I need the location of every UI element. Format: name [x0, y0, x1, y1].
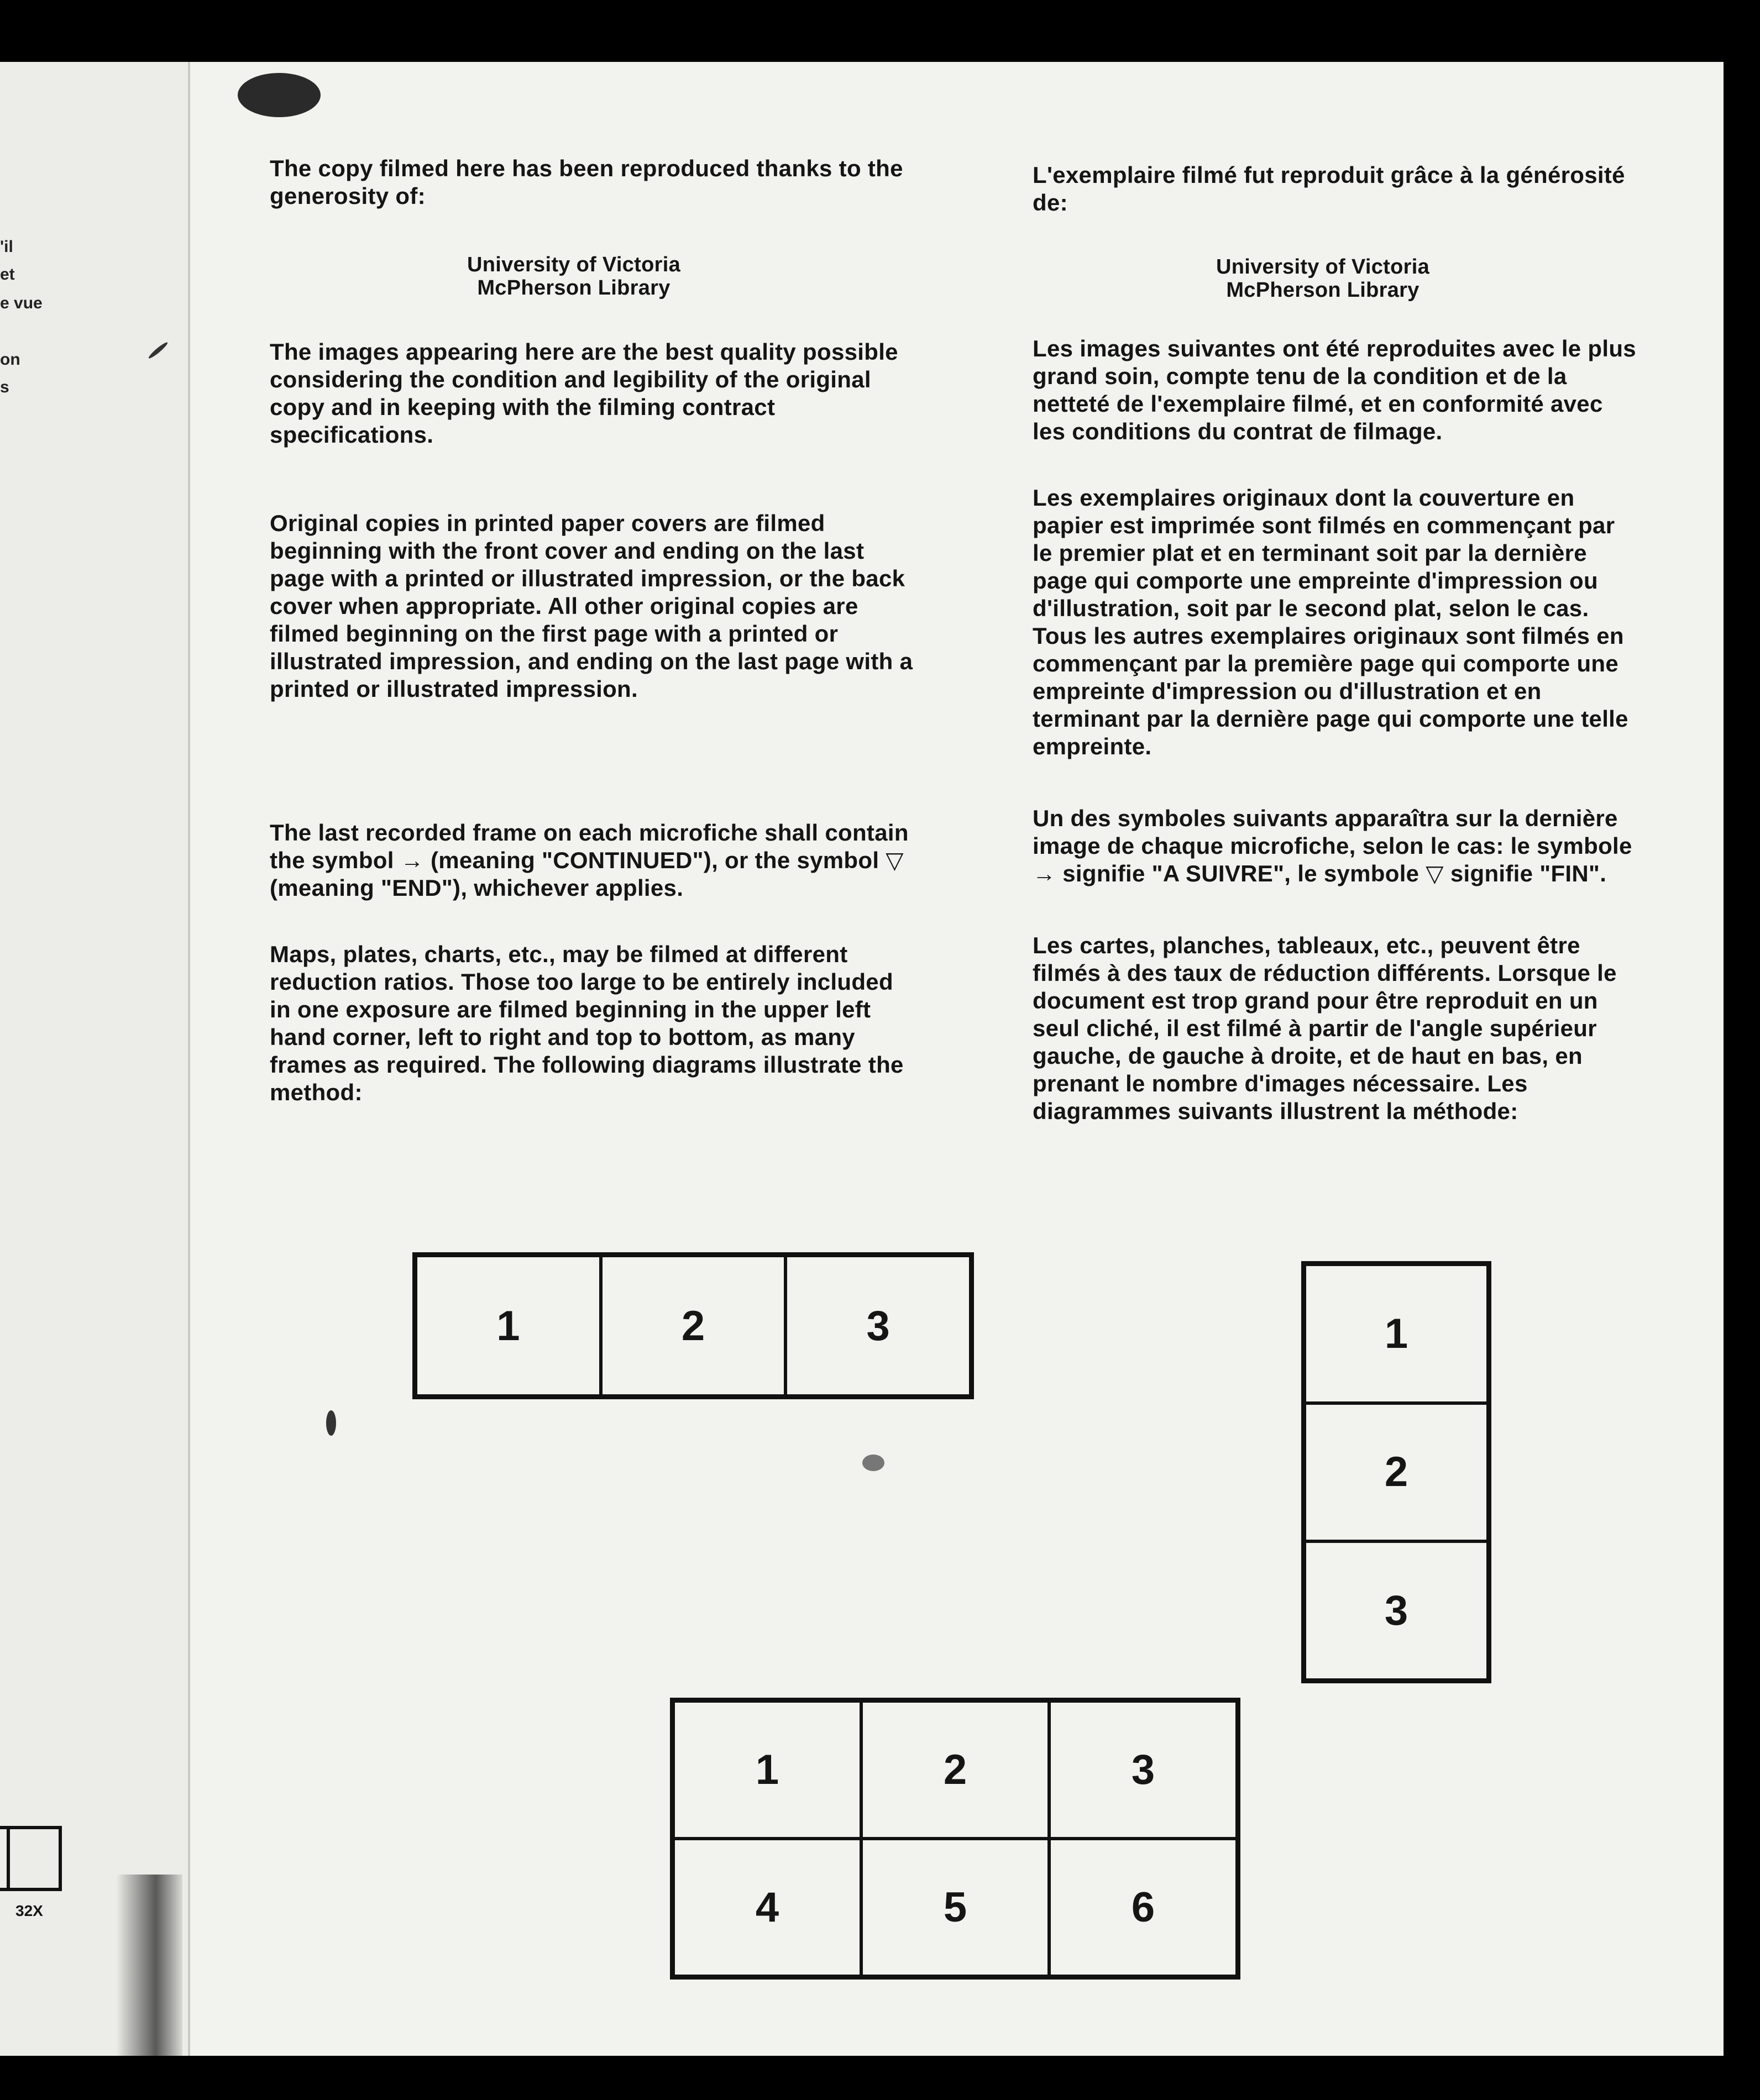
- fragment-text: on: [0, 350, 20, 369]
- french-paragraph-order: Les exemplaires originaux dont la couverture en papier est imprimée sont filmés en commençant par le premier plat et en terminant soit par la dernière page qui comporte une empreinte d'impression ou d'illustration, soit par le second plat, selon le cas. Tous les autres exemplaires originaux sont filmés en commençant par la première page qui comporte une empreinte d'impression ou d'illustration et en terminant par la dernière page qui comporte une telle empreinte.: [1033, 485, 1628, 759]
- gutter-shadow: [116, 1875, 182, 2056]
- frame-number: 3: [1049, 1701, 1237, 1839]
- english-column: [270, 155, 916, 1106]
- frame-number: 5: [861, 1839, 1049, 1976]
- frame-number: 2: [1305, 1403, 1488, 1542]
- french-intro: L'exemplaire filmé fut reproduit grâce à la générosité de:: [1033, 162, 1625, 216]
- reduction-scale-box: [0, 1826, 62, 1891]
- frame-number: 1: [1305, 1264, 1488, 1403]
- dust-speck: [326, 1410, 336, 1436]
- fragment-text: s: [0, 378, 9, 396]
- french-column: [1033, 161, 1641, 1125]
- english-paragraph-quality: The images appearing here are the best quality possible considering the condition and legibility of the original copy and in keeping with the filming contract specifications.: [270, 339, 898, 448]
- dust-speck: [862, 1455, 884, 1471]
- institution-name: University of Victoria: [1216, 255, 1430, 279]
- english-paragraph-symbols: The last recorded frame on each microfiche shall contain the symbol → (meaning "CONTINUED"), or the symbol ▽ (meaning "END"), whichever applies.: [270, 820, 909, 901]
- diagram-horizontal: [412, 1252, 974, 1399]
- french-paragraph-symbols: Un des symboles suivants apparaîtra sur la dernière image de chaque microfiche, selon le cas: le symbole → signifie "A SUIVRE", le symbole ▽ signifie "FIN".: [1033, 805, 1632, 886]
- english-paragraph-order: Original copies in printed paper covers are filmed beginning with the front cover and ending on the last page with a printed or illustrated impression, or the back cover when appropriate. All other original copies are filmed beginning on the first page with a printed or illustrated impression, and ending on the last page with a printed or illustrated impression.: [270, 510, 913, 702]
- frame-number: 2: [861, 1701, 1049, 1839]
- frame-number: 3: [1305, 1541, 1488, 1680]
- english-paragraph-maps: Maps, plates, charts, etc., may be filmed at different reduction ratios. Those too large to be entirely included in one exposure are filmed beginning in the upper left hand corner, left to right and top to bottom, as many frames as required. The following diagrams illustrate the method:: [270, 941, 904, 1105]
- english-intro: The copy filmed here has been reproduced thanks to the generosity of:: [270, 155, 903, 209]
- frame-number: 3: [785, 1256, 971, 1396]
- diagram-grid: [670, 1698, 1240, 1980]
- french-paragraph-quality: Les images suivantes ont été reproduites avec le plus grand soin, compte tenu de la condition et de la netteté de l'exemplaire filmé, et en conformité avec les conditions du contrat de filmage.: [1033, 335, 1636, 444]
- microfiche-page: [0, 62, 1724, 2056]
- diagram-vertical: [1301, 1261, 1491, 1683]
- library-name: McPherson Library: [1226, 279, 1419, 302]
- fragment-text: et: [0, 265, 15, 284]
- film-blot: [238, 73, 321, 117]
- french-paragraph-maps: Les cartes, planches, tableaux, etc., peuvent être filmés à des taux de réduction différents. Lorsque le document est trop grand pour être reproduit en un seul cliché, il est filmé à partir de l'angle supérieur gauche, de gauche à droite, et de haut en bas, en prenant le nombre d'images nécessaire. Les diagrammes suivants illustrent la méthode:: [1033, 932, 1617, 1124]
- previous-page-strip: [0, 62, 190, 2056]
- fragment-text: 'il: [0, 238, 13, 256]
- frame-number: 1: [416, 1256, 601, 1396]
- frame-number: 1: [673, 1701, 861, 1839]
- institution-name: University of Victoria: [467, 253, 681, 276]
- french-institution: [1033, 255, 1613, 302]
- library-name: McPherson Library: [477, 276, 671, 300]
- fragment-text: e vue: [0, 294, 43, 312]
- frame-number: 4: [673, 1839, 861, 1976]
- english-institution: [270, 253, 878, 300]
- reduction-ratio-label: 32X: [15, 1902, 43, 1919]
- frame-number: 6: [1049, 1839, 1237, 1976]
- frame-number: 2: [601, 1256, 786, 1396]
